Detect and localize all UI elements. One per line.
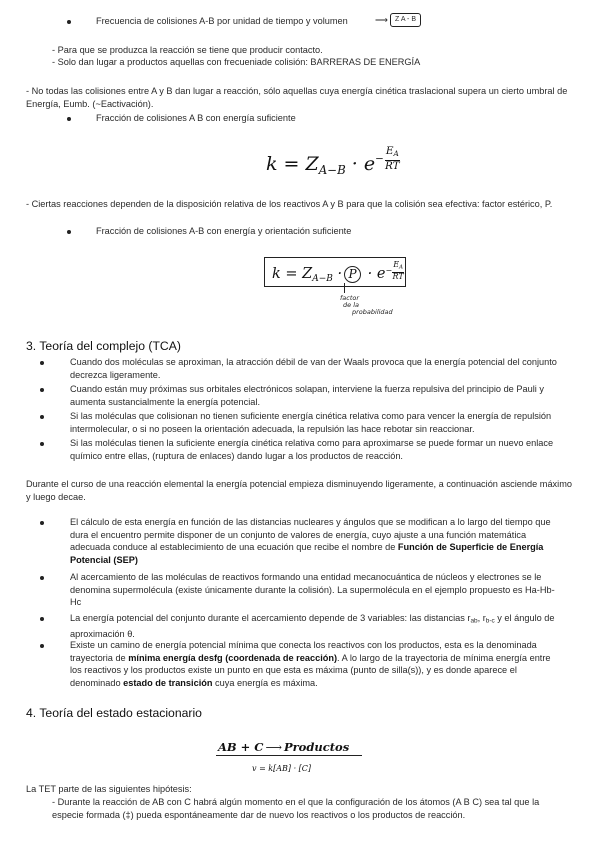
sep-bullet: El cálculo de esta energía en función de las distancias nucleares y ángulos que se modifican a lo largo del tiempo que dura el encuentro permite disponer de un conjunto de valores de energía, cuyo ajuste a una función matemática adecuada conduce al establecimiento de una ecuación que recibe el nombre de Función de Superficie de Energía Potencial (SEP) <box>70 517 551 565</box>
bullet-dot <box>40 521 44 525</box>
handwritten-note: factor de la probabilidad <box>340 294 393 316</box>
supermolecule-bullet: Al acercamiento de las moléculas de reactivos formando una entidad mecanocuántica de núcleos y electrones se le denomina supermolécula (existe únicamente durante la colisión). La supermolécula en el ejemplo propuesto es Ha-Hb-Hc <box>70 572 555 608</box>
text-threshold: - No todas las colisiones entre A y B dan lugar a reacción, sólo aquellas cuya energía cinética traslacional supera un cierto umbral de Energía, Eumb. (~Eactivación). <box>26 86 568 109</box>
bullet-collision-frequency: Frecuencia de colisiones A-B por unidad de tiempo y volumen <box>96 16 348 26</box>
text-contact: - Para que se produzca la reacción se tiene que producir contacto. <box>52 45 323 55</box>
tet-intro: La TET parte de las siguientes hipótesis: <box>26 784 192 794</box>
formula-steric-collision: $k = Z_{A-B} \cdot P \cdot e-$ $\frac{E_A}{RT}$ <box>272 260 404 285</box>
bullet-energy-fraction: Fracción de colisiones A B con energía suficiente <box>96 113 296 123</box>
bullet-dot <box>67 117 71 121</box>
bullet-orientation-fraction: Fracción de colisiones A-B con energía y orientación suficiente <box>96 226 352 236</box>
variables-bullet: La energía potencial del conjunto durante el acercamiento depende de 3 variables: las distancias rab, rb-c y el ángulo de aproximación θ. <box>70 613 555 639</box>
bullet-dot <box>67 230 71 234</box>
tet-hypothesis-1: - Durante la reacción de AB con C habrá algún momento en el que la configuración de los átomos (A B C) sea tal que la especie formada (‡) pueda espontáneamente dar de nuevo los reactivos o los productos de reacción. <box>52 797 540 820</box>
bullet-dot <box>40 361 44 365</box>
bullet-dot <box>40 388 44 392</box>
section-4-title: 4. Teoría del estado estacionario <box>26 706 202 720</box>
tca-bullet-1: Cuando dos moléculas se aproximan, la atracción débil de van der Waals provoca que la energía potencial del conjunto decrezca ligeramente. <box>70 357 557 380</box>
tca-bullet-3: Si las moléculas que colisionan no tienen suficiente energía cinética relativa como para vencer la energía de repulsión intermolecular, o si no poseen la orientación adecuada, la repulsión las hace rebotar sin reaccionar. <box>70 411 552 434</box>
reaction-equation: AB + C ⟶ Productos <box>218 740 350 754</box>
section-3-title: 3. Teoría del complejo (TCA) <box>26 339 181 353</box>
bullet-dot <box>40 415 44 419</box>
tca-paragraph: Durante el curso de una reacción elemental la energía potencial empieza disminuyendo ligeramente, a continuación asciende máximo y luego decae. <box>26 479 572 502</box>
text-energy-barriers: - Solo dan lugar a productos aquellas con frecueniade colisión: BARRERAS DE ENERGÍA <box>52 57 421 67</box>
circled-p: P <box>344 266 361 283</box>
formula-arrhenius-collision: $k = Z_{A-B} \cdot e-$ $\frac{E_A}{RT}$ <box>266 145 400 177</box>
handwritten-z-box: Z A - B <box>390 13 421 27</box>
equation-divider <box>216 755 362 756</box>
text-steric-factor: - Ciertas reacciones dependen de la disposición relativa de los reactivos A y B para que la colisión sea efectiva: factor estérico, P. <box>26 199 553 209</box>
bullet-dot <box>40 644 44 648</box>
bullet-dot <box>40 442 44 446</box>
bullet-dot <box>67 20 71 24</box>
tca-bullet-2: Cuando están muy próximas sus orbitales electrónicos solapan, interviene la fuerza repulsiva del principio de Pauli y aumenta sustancialmente la energía potencial. <box>70 384 544 407</box>
min-energy-bullet: Existe un camino de energía potencial mínima que conecta los reactivos con los productos, esta es la denominada trayectoria de mínima energía desfg (coordenada de reacción). A lo largo de la trayectoria de mínima energía entre los reactivos y los productos existe un punto en que esta es máxima (punto de silla(s)), y es donde aparece el denominado estado de transición cuya energía es máxima. <box>70 640 551 688</box>
rate-equation: v = k[AB] · [C] <box>252 764 312 773</box>
tca-bullet-4: Si las moléculas tienen la suficiente energía cinética relativa como para aproximarse se puede formar un nuevo enlace químico entre ellas, (ruptura de enlaces) dando lugar a los productos de reacción. <box>70 438 554 461</box>
bullet-dot <box>40 617 44 621</box>
bullet-dot <box>40 576 44 580</box>
arrow-icon: ⟶ <box>375 15 388 25</box>
handwritten-arrow <box>344 283 345 293</box>
